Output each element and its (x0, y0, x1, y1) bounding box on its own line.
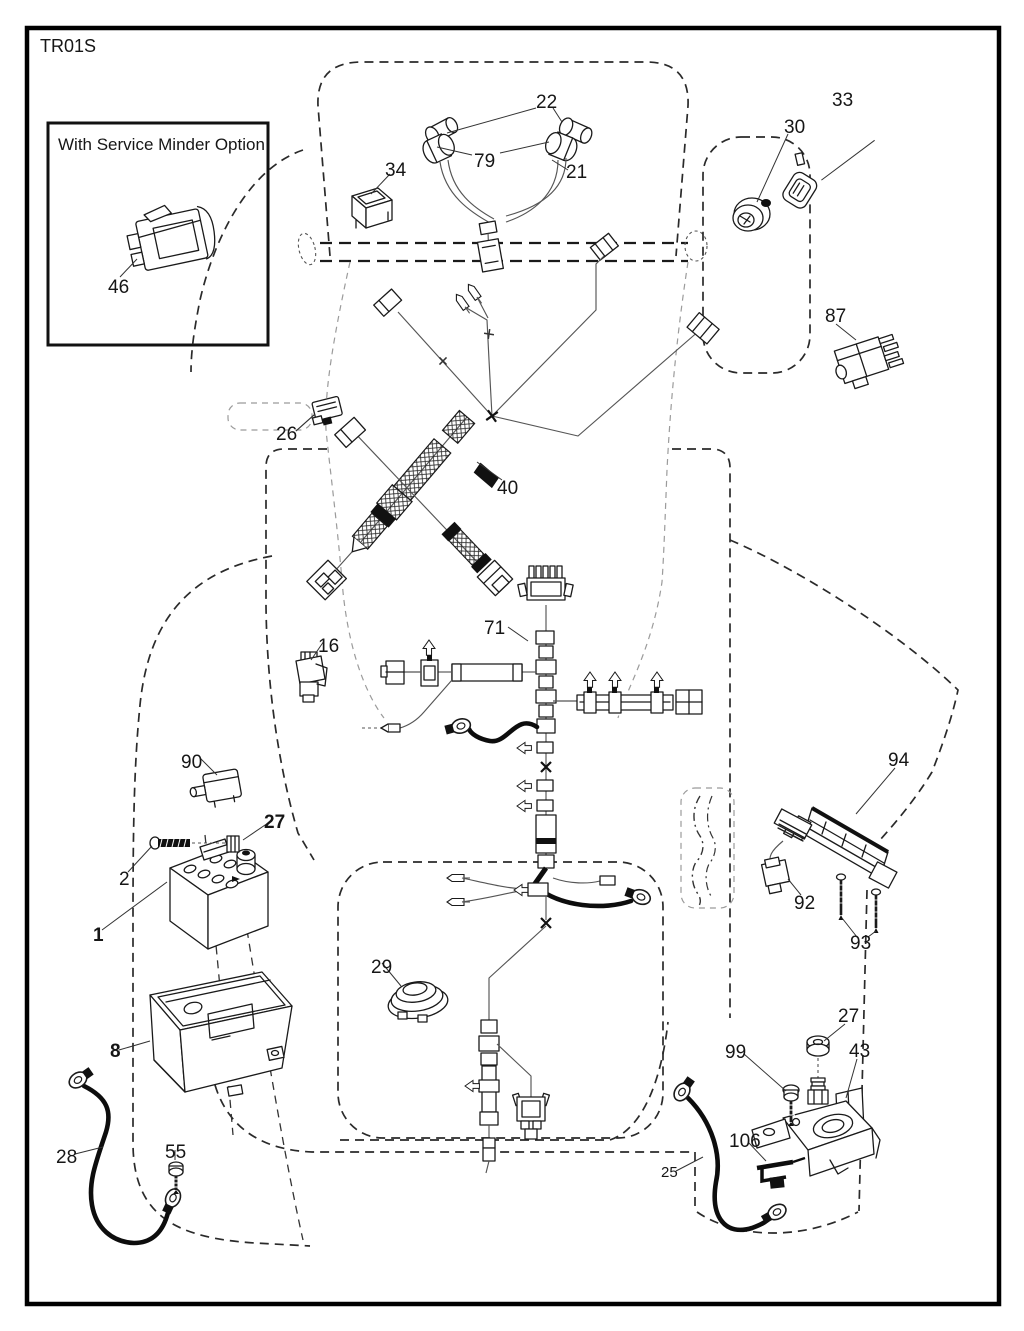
callout-71: 71 (484, 618, 506, 639)
console-right-line (618, 262, 688, 718)
right-fender-outline (672, 449, 730, 1018)
callout-30: 30 (784, 117, 806, 138)
connector (381, 661, 404, 684)
callout-87: 87 (825, 306, 847, 327)
callout-27: 27 (838, 1006, 860, 1027)
light-switch (352, 174, 392, 228)
service-minder-meter (123, 196, 220, 274)
ignition-switch (733, 134, 788, 231)
board-screws (837, 874, 881, 937)
cable-clip (757, 1158, 805, 1189)
callout-79: 79 (474, 151, 496, 172)
pin-terminal (381, 724, 400, 732)
callout-94: 94 (888, 750, 910, 771)
connector (374, 289, 402, 316)
multi-pin-connector (518, 566, 573, 600)
dash-panel-outline (703, 137, 810, 373)
battery-bolt (150, 837, 190, 849)
battery-nut (227, 836, 239, 852)
callout-29: 29 (371, 957, 393, 978)
headlight-harness (420, 108, 595, 272)
connector (687, 313, 719, 344)
callout-22: 22 (536, 92, 558, 113)
fuse-pocket-outline (228, 403, 312, 430)
harness-end-connector (307, 560, 347, 600)
callout-43: 43 (849, 1041, 871, 1062)
four-prong-connector (513, 1093, 550, 1139)
callout-46: 46 (108, 277, 130, 298)
callout-2: 2 (119, 869, 130, 890)
relay (830, 332, 907, 393)
callout-90: 90 (181, 752, 203, 773)
callout-106: 106 (729, 1131, 761, 1152)
callout-55: 55 (165, 1142, 187, 1163)
fuse (309, 396, 344, 428)
callout-40: 40 (497, 478, 519, 499)
callout-25: 25 (661, 1164, 678, 1181)
battery-terminal (237, 850, 255, 875)
hood-outline (318, 62, 688, 256)
harness-lower-section (447, 868, 652, 1173)
connector (590, 233, 618, 260)
main-harness-bundle (307, 409, 517, 600)
chassis-harness (362, 566, 702, 868)
inset-caption: With Service Minder Option (58, 135, 265, 154)
diagram-title: TR01S (40, 36, 97, 56)
callout-1: 1 (93, 925, 104, 946)
headlight-socket-left (420, 131, 458, 166)
leader-26 (296, 415, 314, 431)
connector (335, 417, 366, 447)
headlight-connector (474, 221, 503, 272)
callout-16: 16 (318, 636, 340, 657)
callout-99: 99 (725, 1042, 747, 1063)
buzzer (382, 963, 450, 1022)
module (188, 769, 243, 811)
board-harness-connector (761, 809, 812, 895)
callout-28: 28 (56, 1147, 78, 1168)
callout-33: 33 (832, 90, 854, 111)
callout-93: 93 (850, 933, 872, 954)
service-minder-inset (48, 123, 268, 345)
battery-box (119, 972, 292, 1096)
left-front-outline (191, 150, 303, 372)
callout-26: 26 (276, 424, 298, 445)
connector (676, 690, 702, 714)
shift-gate-outline (681, 788, 734, 908)
harness-branch-wires (374, 233, 719, 436)
callout-27: 27 (264, 812, 286, 833)
callout-92: 92 (794, 893, 816, 914)
callout-21: 21 (566, 162, 588, 183)
callout-8: 8 (110, 1041, 121, 1062)
callout-34: 34 (385, 160, 407, 181)
terminal-post (808, 1078, 828, 1104)
